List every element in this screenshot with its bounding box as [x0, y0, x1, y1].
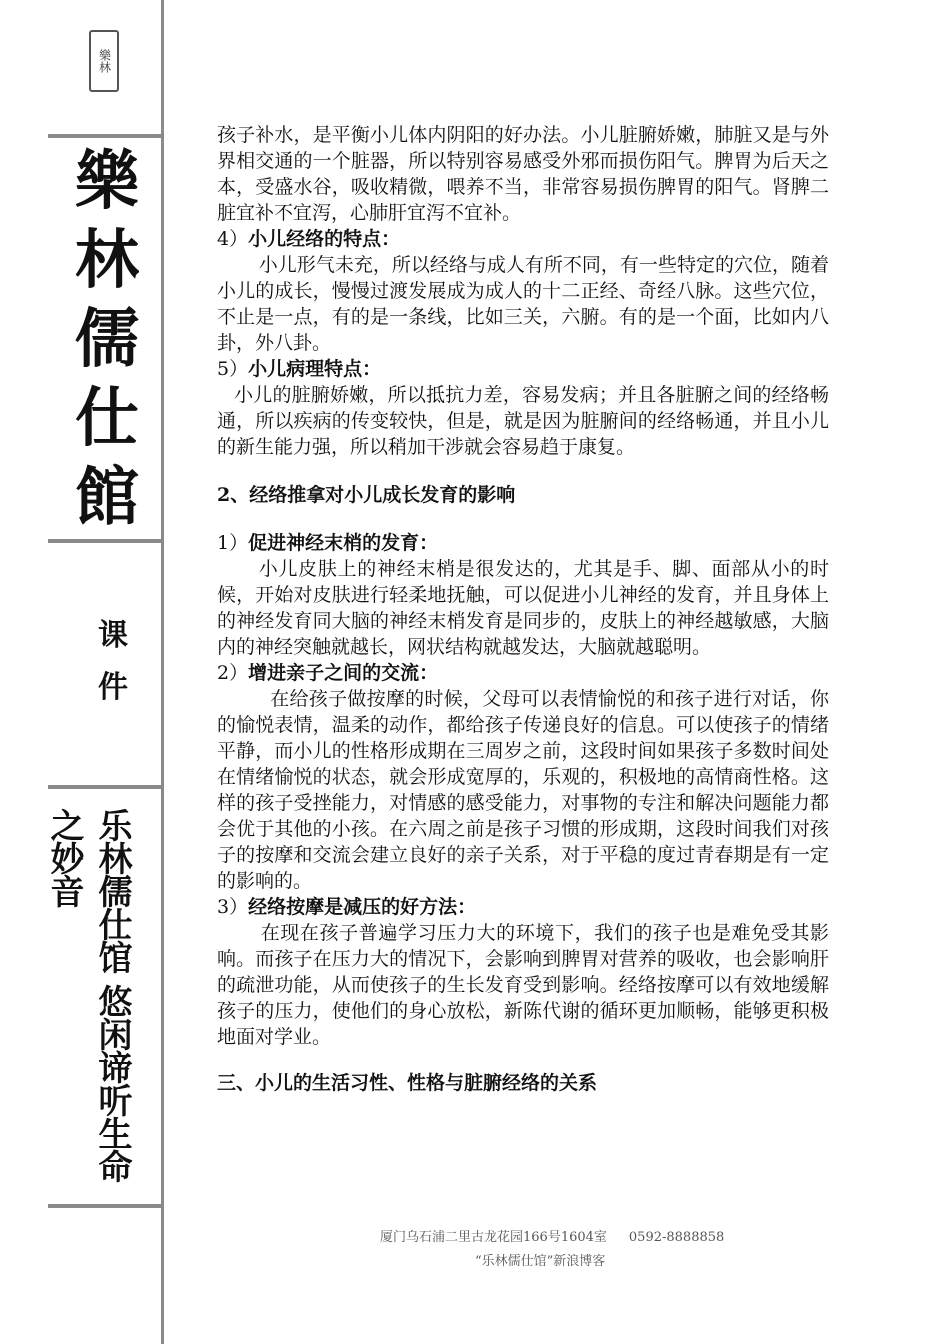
footer-phone: 0592-8888858 — [628, 1230, 725, 1245]
spacer — [217, 508, 829, 530]
subheading-text: 增进亲子之间的交流： — [248, 662, 439, 684]
subheading-number: 3） — [217, 896, 249, 918]
paragraph: 在现在孩子普遍学习压力大的环境下，我们的孩子也是难免受其影响。而孩子在压力大的情况下，会影响到脾胃对营养的吸收，也会影响肝的疏泄功能，从而使孩子的生长发育受到影响。经络按摩可以有效地缓解孩子的压力，使他们的身心放松，新陈代谢的循环更加顺畅，能够更积极地面对学业。 — [217, 922, 829, 1048]
page-footer — [380, 1226, 800, 1274]
subheading — [217, 660, 829, 686]
subheading-text: 促进神经末梢的发育： — [248, 532, 439, 554]
paragraph: 小儿的脏腑娇嫩，所以抵抗力差，容易发病；并且各脏腑之间的经络畅通，所以疾病的传变较快，但是，就是因为脏腑间的经络畅通，并且小儿的新生能力强，所以稍加干涉就会容易趋于康复。 — [217, 384, 829, 458]
sidebar-divider — [161, 0, 164, 1344]
calligraphy-logo — [62, 144, 152, 535]
subheading-text: 小儿经络的特点： — [248, 228, 401, 250]
sidebar-rule — [48, 1204, 161, 1208]
seal-stamp-icon — [89, 30, 119, 92]
calligraphy-char: 林 — [75, 223, 139, 298]
footer-address: 厦门乌石浦二里古龙花园166号1604室 — [380, 1230, 607, 1245]
sidebar-rule — [48, 539, 161, 543]
calligraphy-char: 館 — [75, 460, 139, 535]
courseware-label: 课 件 — [98, 618, 128, 705]
sidebar-motto: 乐林儒仕馆 悠闲谛听生命之妙音 — [44, 808, 132, 1182]
subheading — [217, 356, 829, 382]
subheading — [217, 226, 829, 252]
calligraphy-char: 仕 — [75, 381, 139, 456]
paragraph: 在给孩子做按摩的时候，父母可以表情愉悦的和孩子进行对话，你的愉悦表情，温柔的动作，都给孩子传递良好的信息。可以使孩子的情绪平静，而小儿的性格形成期在三周岁之前，这段时间如果孩子多数时间处在情绪愉悦的状态，就会形成宽厚的，乐观的，积极地的高情商性格。这样的孩子受挫能力，对情感的感受能力，对事物的专注和解决问题能力都会优于其他的小孩。在六周之前是孩子习惯的形成期，这段时间我们对孩子的按摩和交流会建立良好的亲子关系，对于平稳的度过青春期是有一定的影响的。 — [217, 688, 829, 892]
spacer — [217, 460, 829, 482]
paragraph: 小儿形气未充，所以经络与成人有所不同，有一些特定的穴位，随着小儿的成长，慢慢过渡发展成为成人的十二正经、奇经八脉。这些穴位，不止是一点，有的是一条线，比如三关，六腑。有的是一个面，比如内八卦，外八卦。 — [217, 254, 829, 354]
calligraphy-char: 樂 — [75, 144, 139, 219]
sidebar-rule — [48, 134, 161, 138]
subheading-text: 小儿病理特点： — [248, 358, 382, 380]
subheading — [217, 530, 829, 556]
section-heading: 三、小儿的生活习性、性格与脏腑经络的关系 — [217, 1072, 598, 1094]
subheading-text: 经络按摩是减压的好方法： — [248, 896, 477, 918]
subheading-number: 5） — [217, 358, 249, 380]
footer-contact — [380, 1226, 800, 1250]
spacer — [217, 1050, 829, 1070]
footer-blog: “乐林儒仕馆”新浪博客 — [475, 1254, 606, 1269]
paragraph: 孩子补水，是平衡小儿体内阴阳的好办法。小儿脏腑娇嫩，肺脏又是与外界相交通的一个脏器，所以特别容易感受外邪而损伤阳气。脾胃为后天之本，受盛水谷，吸收精微，喂养不当，非常容易损伤脾胃的阳气。肾脾二脏宜补不宜泻，心肺肝宜泻不宜补。 — [217, 124, 829, 224]
subheading — [217, 894, 829, 920]
seal-text: 樂林 — [97, 49, 112, 73]
document-body — [217, 122, 829, 1096]
calligraphy-char: 儒 — [75, 302, 139, 377]
paragraph: 小儿皮肤上的神经末梢是很发达的，尤其是手、脚、面部从小的时候，开始对皮肤进行轻柔地抚触，可以促进小儿神经的发育，并且身体上的神经发育同大脑的神经末梢发育是同步的，皮肤上的神经越敏感，大脑内的神经突触就越长，网状结构就越发达，大脑就越聪明。 — [217, 558, 829, 658]
subheading-number: 4） — [217, 228, 249, 250]
section-heading: 2、经络推拿对小儿成长发育的影响 — [217, 484, 516, 506]
subheading-number: 2） — [217, 662, 249, 684]
sidebar-rule — [48, 785, 161, 789]
subheading-number: 1） — [217, 532, 249, 554]
